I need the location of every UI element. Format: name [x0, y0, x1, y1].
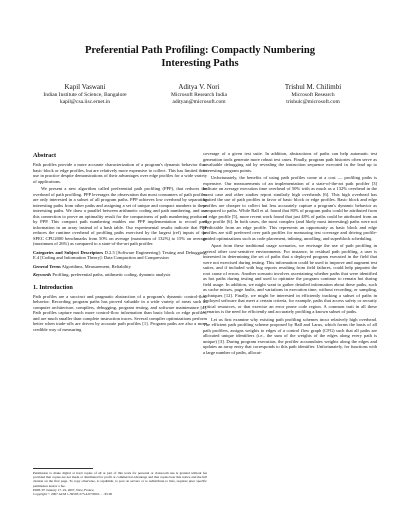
author-affiliation: Microsoft Research India	[171, 92, 227, 98]
general-terms-text: Algorithms, Measurement, Reliability	[61, 263, 131, 269]
body-paragraph-2: Unfortunately, the benefits of using path profiles come at a cost — profiling paths is expensive. Our measurements of an implementation of a state-of-the-art path profiler [3] indicate an average execution time overhead of 50% with as much as a 132% overhead in the worst case and other studies report similarly high overheads [6]. This high overhead has limited the use of path profiles in favor of basic block or edge profiles. Basic block and edge profiles are cheaper to collect but less accurately capture a program's dynamic behavior as compared to paths. While Ball et al. found that 80% of program paths could be attributed from an edge profile [5], more recent work found that just 48% of paths could be attributed from an edge profile [6]. In both cases, the most complex (and likely most interesting) paths were not predictable from an edge profile. This represents an opportunity as basic block and edge profiles are still preferred over path profiles for measuring test coverage and driving profile-guided optimizations such as code placement, inlining, unrolling, and superblock scheduling.	[203, 175, 377, 241]
author-2	[134, 83, 264, 106]
categories	[33, 250, 207, 261]
keywords-text: Profiling, preferential paths, arithmetic coding, dynamic analysis	[52, 272, 171, 277]
footnote-rule	[33, 468, 93, 469]
footnote	[33, 471, 207, 496]
author-block	[20, 83, 380, 127]
abstract-heading: Abstract	[33, 152, 57, 159]
footnote-venue: POPL'07 January 17–19, 2007, Nice, France.	[33, 487, 95, 492]
right-column	[203, 151, 377, 357]
author-name: Trishul M. Chilimbi	[284, 83, 342, 91]
author-1	[20, 83, 150, 106]
footnote-permission: Permission to make digital or hard copies of all or part of this work for personal or classroom use is granted without fee provided that copies are not made or distributed for profit or commercial advantage and that copies bear this notice and the full citation on the first page. To copy otherwise, to republish, to post on servers or to redistribute to lists, requires prior specific permission and/or a fee.	[33, 471, 207, 488]
introduction-heading: 1. Introduction	[33, 283, 73, 291]
body-paragraph-1: coverage of a given test suite. In addition, abstractions of paths can help automatic test generation tools generate more robust test cases. Finally, program path histories often serve as a valuable debugging aid by revealing the instruction sequence executed in the lead up to interesting program points.	[203, 151, 377, 173]
categories-heading: Categories and Subject Descriptors	[33, 249, 103, 255]
author-email: kapil@csa.iisc.ernet.in	[59, 99, 111, 106]
general-terms	[33, 264, 207, 270]
author-name: Aditya V. Nori	[178, 83, 220, 91]
author-affiliation: Microsoft Research	[291, 92, 335, 98]
keywords-heading: Keywords	[33, 272, 52, 277]
title-line-2: Interesting Paths	[161, 58, 239, 69]
abstract-paragraph-1: Path profiles provide a more accurate characterization of a program's dynamic behavior than basic block or edge profiles, but are relatively more expensive to collect. This has limited their use in practice despite demonstrations of their advantages over edge profiles for a wide variety of applications.	[33, 162, 207, 184]
title-line-1: Preferential Path Profiling: Compactly Numbering	[84, 45, 316, 56]
body-paragraph-3: Apart from these traditional usage scenarios, we envisage the use of path profiling in several other cost-sensitive environments. For instance, in residual path profiling, a user is interested in determining the set of paths that a deployed program executed in the field that were not exercised during testing. This information could be used to improve and augment test suites, and if included with bug reports resulting from field failures, could help pinpoint the root cause of errors. Another scenario involves ascertaining whether paths that were identified as hot paths during testing and used to optimize the program continue to remain hot during field usage. In addition, we might want to gather detailed information about these paths, such as cache misses, page faults, and variations in execution time, without recording, or sampling, techniques [12]. Finally, we might be interested in efficiently tracking a subset of paths in deployed software that meet a certain criteria, for example, paths that access safety or security critical resources, or that exercise an error prone code region. A common trait in all these scenarios is the need for efficiently and accurately profiling a known subset of paths.	[203, 243, 377, 314]
body-paragraph-4: Let us first examine why existing path profiling schemes incur relatively high overhead. The efficient path profiling scheme proposed by Ball and Larus, which forms the basis of all path profilers, assigns weights to edges of a control flow graph (CFG) such that all paths are allocated unique identifiers (i.e., the sum of the weights of the edges along every path is unique) [3]. During program execution, the profiler accumulates weights along the edges and updates an array entry that corresponds to this path identifier. Unfortunately, for functions with a large number of paths, allocat-	[203, 316, 377, 355]
author-affiliation: Indian Institute of Science, Bangalore	[43, 92, 127, 98]
left-column	[33, 152, 207, 334]
paper-title	[20, 44, 380, 70]
keywords	[33, 272, 207, 278]
author-email: trishulc@microsoft.com	[286, 99, 340, 106]
author-email: adityan@microsoft.com	[172, 99, 226, 106]
general-terms-heading: General Terms	[33, 263, 61, 269]
footnote-copyright: Copyright © 2007 ACM 1-59593-575-4/07/0001. . . $5.00	[33, 492, 113, 497]
categories-text: D.2.5 [Software Engineering]: Testing and Debugging; E.4 [Coding and Information Theory]: Data Compaction and Compression	[33, 249, 207, 260]
abstract-paragraph-2: We present a new algorithm called preferential path profiling (PPP), that reduces the overhead of path profiling. PPP leverages the observation that most consumers of path profiles are only interested in a subset of all program paths. PPP achieves low overhead by separating interesting paths from other paths and assigning a set of unique and compact numbers to these interesting paths. We draw a parallel between arithmetic coding and path numbering, and use this connection to prove an optimality result for the compactness of path numbering produced by PPP. This compact path numbering enables our PPP implementation to record path information in an array instead of a hash table. Our experimental results indicate that PPP reduces the runtime overhead of profiling paths exercised by the largest (ref) inputs of the SPEC CPU2000 benchmarks from 50% on average (maximum of 132%) to 15% on average (maximum of 26%) as compared to a state-of-the-art path profiler.	[33, 186, 207, 246]
introduction-paragraph-1: Path profiles are a succinct and pragmatic abstraction of a program's dynamic control-flow behavior. Recording program paths has proved valuable in a wide variety of areas such as computer architecture, compilers, debugging, program testing, and software maintenance [4]. Path profiles capture much more control-flow information than basic block or edge profiles, and are much smaller than complete instruction traces. Several compiler optimizations perform better when trade-offs are driven by accurate path profiles [1]. Program paths are also a more credible way of measuring	[33, 293, 207, 332]
author-name: Kapil Vaswani	[64, 83, 106, 91]
author-3	[248, 83, 378, 106]
